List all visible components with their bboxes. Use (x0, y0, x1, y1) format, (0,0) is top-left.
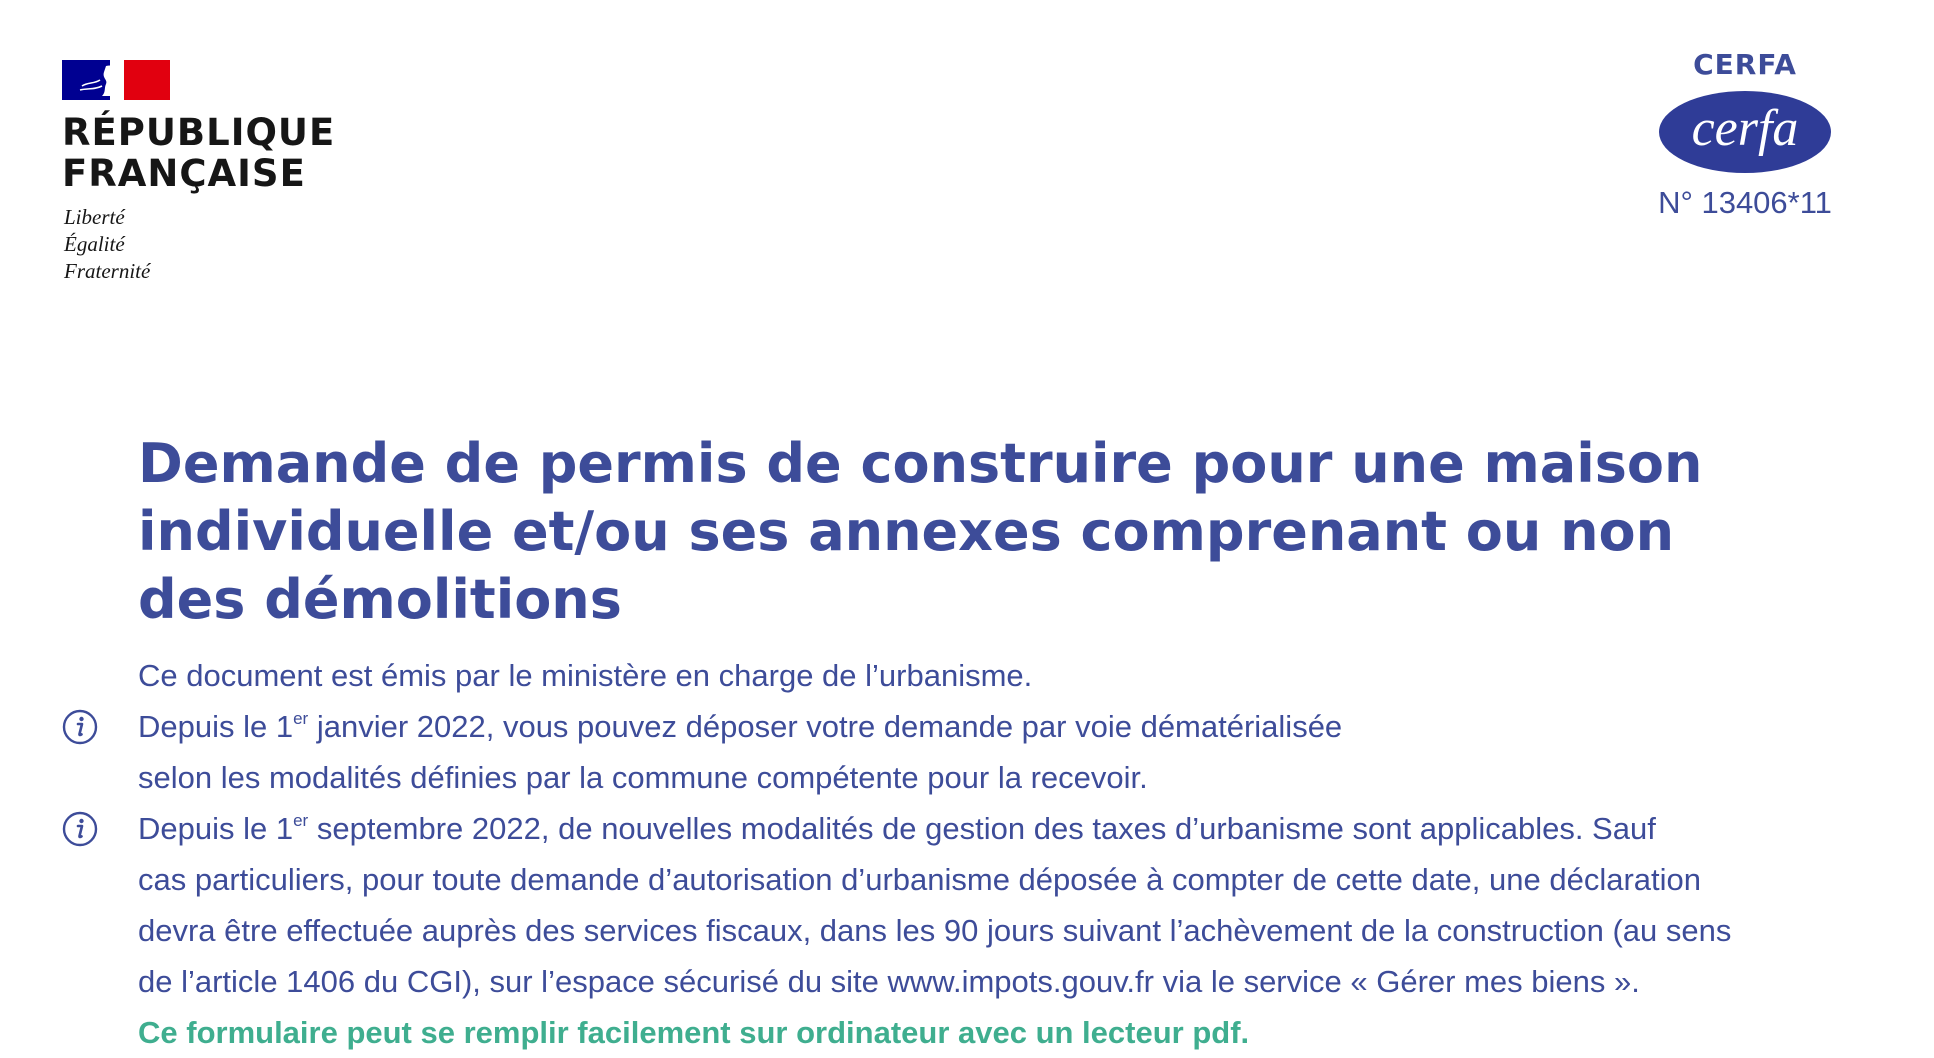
intro-text: Ce document est émis par le ministère en charge de l’urbanisme. (138, 658, 1033, 693)
motto-fraternite: Fraternité (64, 259, 151, 283)
french-flag-marianne-icon (62, 60, 170, 100)
notice-1-prefix: Depuis le 1 (138, 709, 294, 744)
notice-2-prefix: Depuis le 1 (138, 811, 294, 846)
motto-egalite: Égalité (64, 232, 125, 256)
document-body (138, 650, 1878, 1058)
info-icon (62, 811, 98, 847)
notice-2-line-3: devra être effectuée auprès des services fiscaux, dans les 90 jours suivant l’achèvement de la construction (au sens (138, 913, 1732, 948)
notice-2-line-1 (138, 803, 1878, 854)
cerfa-logo (1659, 91, 1831, 173)
republic-motto (64, 204, 362, 285)
notice-2-text: septembre 2022, de nouvelles modalités de gestion des taxes d’urbanisme sont applicables. Sauf (308, 811, 1656, 846)
motto-liberte: Liberté (64, 205, 125, 229)
republic-line-2: FRANÇAISE (62, 152, 306, 195)
cerfa-logo-text: cerfa (1691, 100, 1799, 157)
pdf-fill-note: Ce formulaire peut se remplir facilement sur ordinateur avec un lecteur pdf. (138, 1015, 1250, 1050)
notice-2-line-2: cas particuliers, pour toute demande d’autorisation d’urbanisme déposée à compter de cette date, une déclaration (138, 862, 1702, 897)
republic-line-1: RÉPUBLIQUE (62, 111, 336, 154)
page-title (138, 430, 1703, 634)
republique-francaise-logo (62, 60, 362, 285)
notice-1-line-1 (138, 701, 1878, 752)
notice-2-line-4: de l’article 1406 du CGI), sur l’espace sécurisé du site www.impots.gouv.fr via le service « Gérer mes biens ». (138, 964, 1640, 999)
notice-2-superscript: er (293, 811, 309, 830)
title-line-1: Demande de permis de construire pour une maison (138, 432, 1703, 495)
notice-1-line-2: selon les modalités définies par la commune compétente pour la recevoir. (138, 760, 1148, 795)
cerfa-label: CERFA (1693, 48, 1797, 81)
title-line-2: individuelle et/ou ses annexes comprenant ou non (138, 500, 1675, 563)
title-line-3: des démolitions (138, 568, 622, 631)
cerfa-number: N° 13406*11 (1658, 185, 1832, 220)
notice-1-superscript: er (293, 709, 309, 728)
info-icon (62, 709, 98, 745)
cerfa-block (1640, 48, 1850, 221)
notice-1-text: janvier 2022, vous pouvez déposer votre demande par voie dématérialisée (308, 709, 1343, 744)
republique-francaise-wordmark (62, 112, 362, 194)
